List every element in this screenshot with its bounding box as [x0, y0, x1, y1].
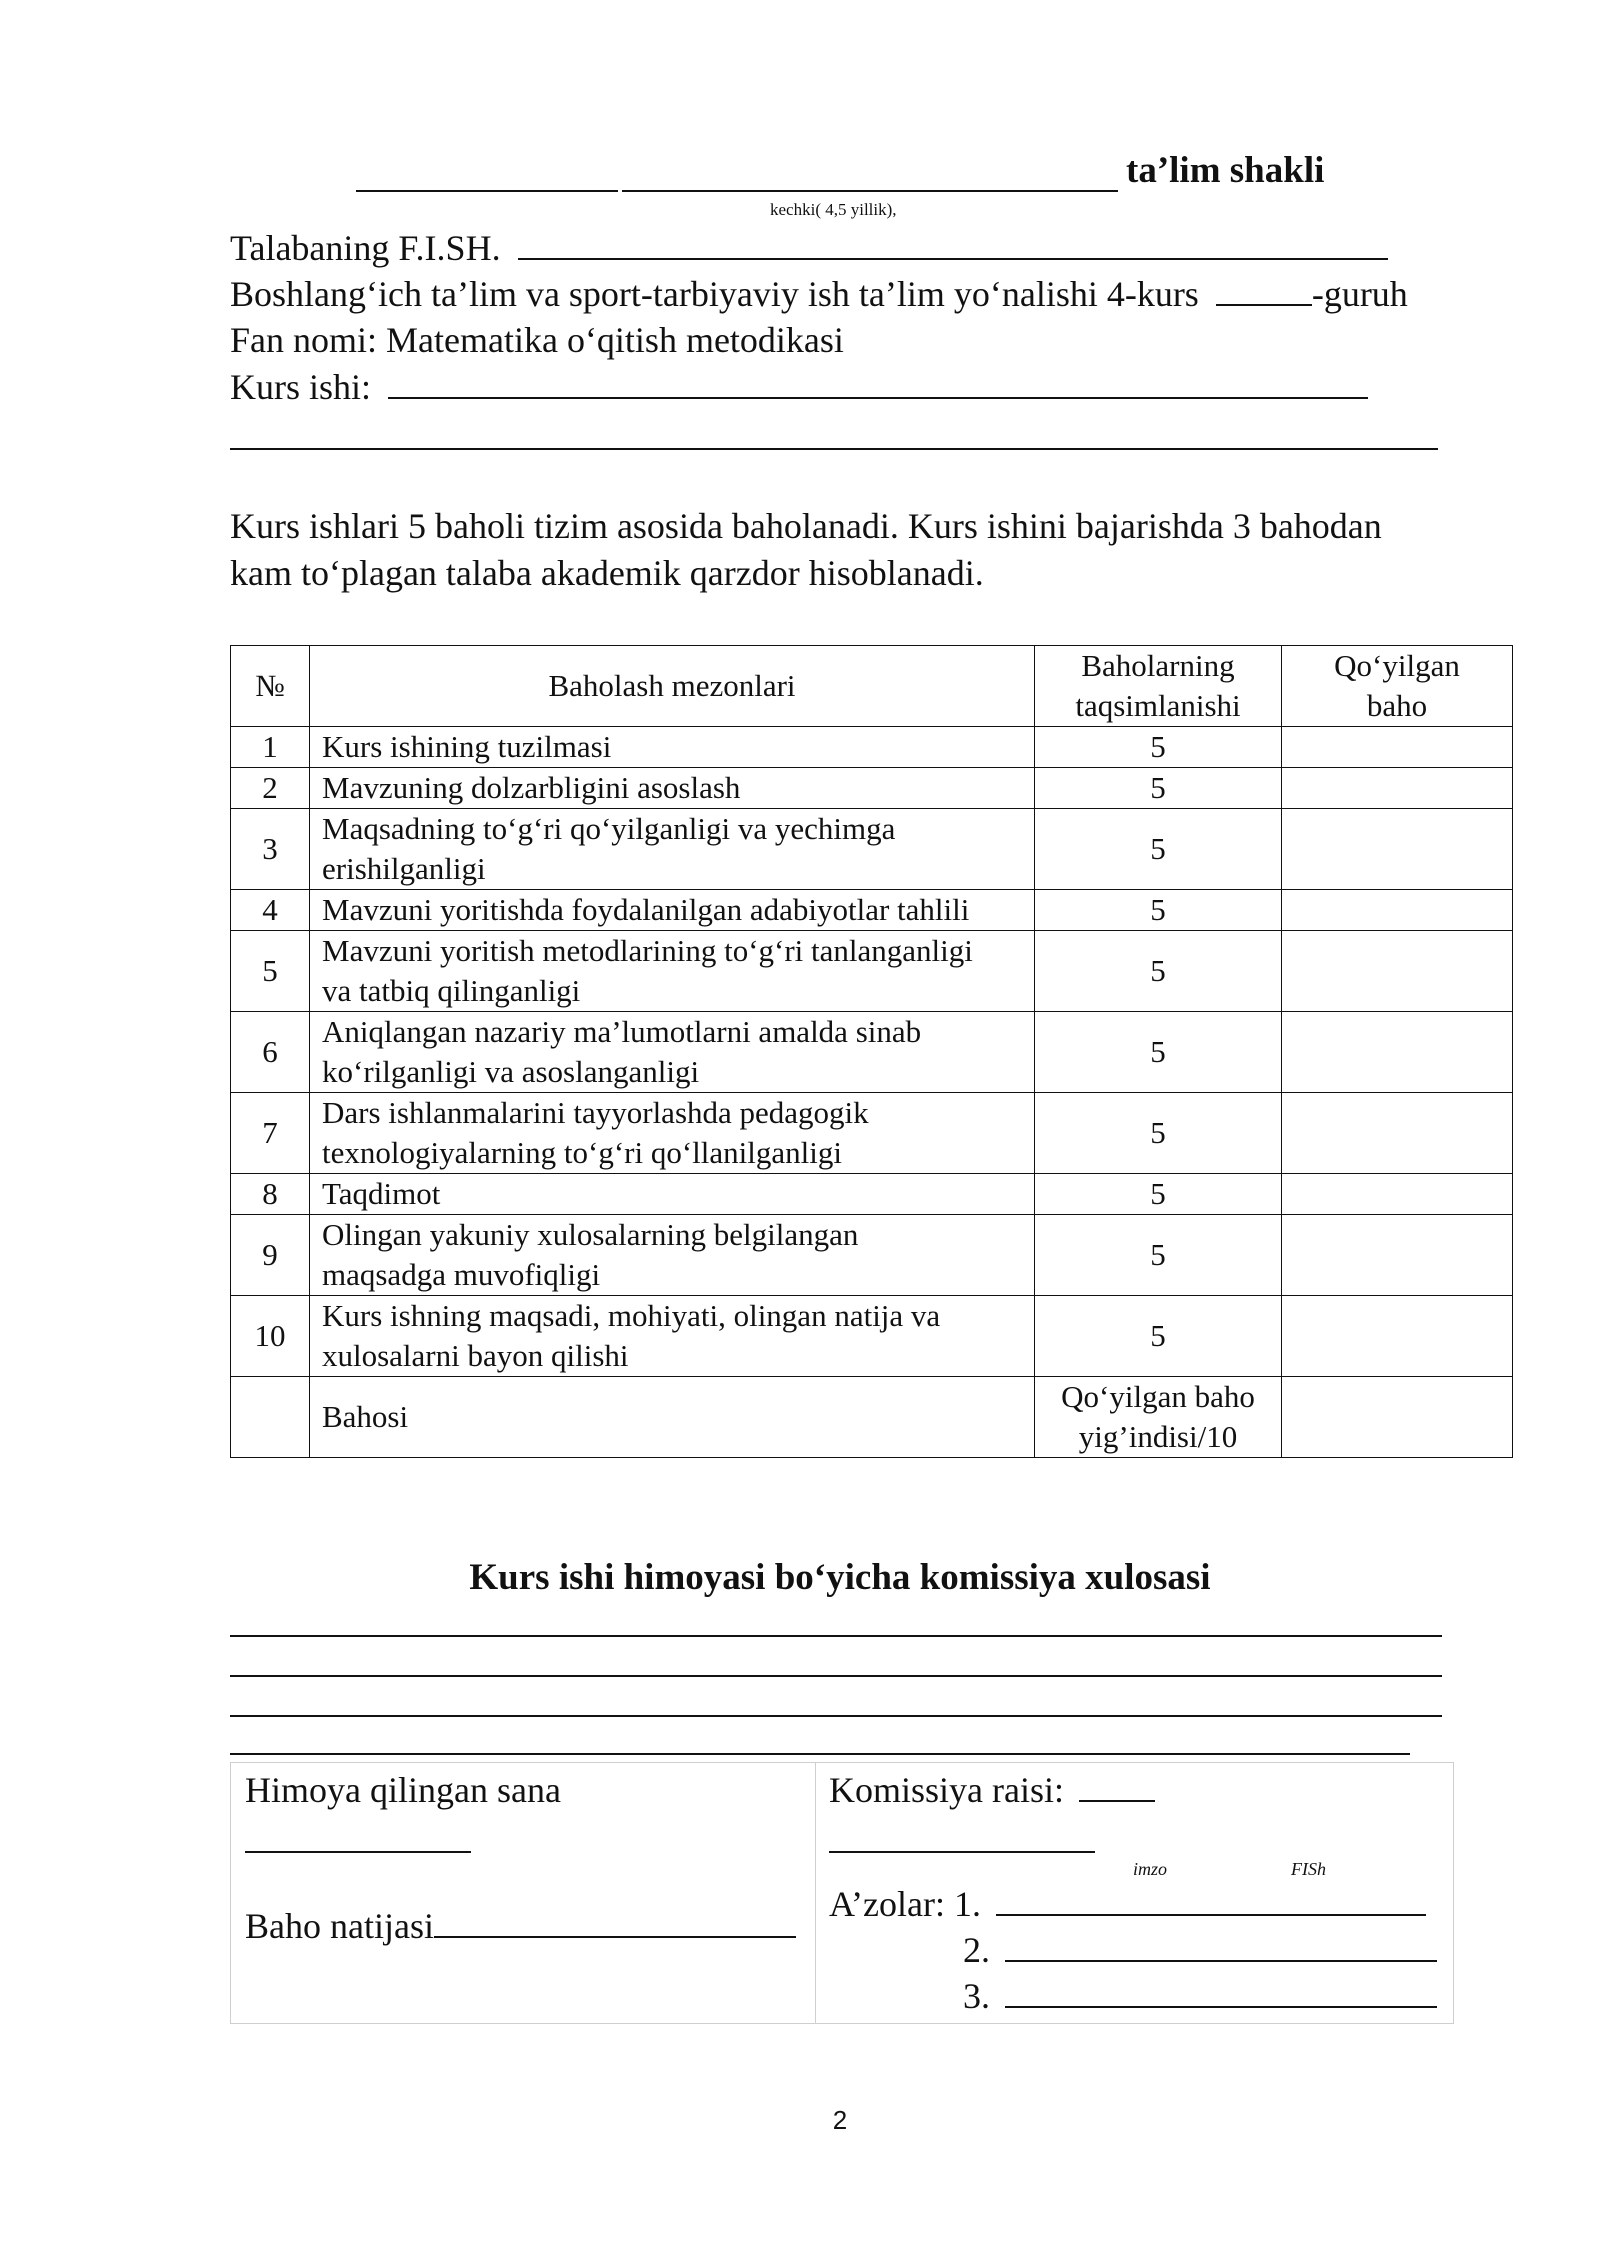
row-given-grade-cell[interactable]: [1282, 1174, 1513, 1215]
criterion-line: Mavzuni yoritishda foydalanilgan adabiyotlar tahlili: [322, 892, 970, 927]
row-given-grade-cell[interactable]: [1282, 1012, 1513, 1093]
header-subtitle: kechki( 4,5 yillik),: [770, 200, 897, 219]
members-row-3: [963, 1973, 1437, 2019]
row-criterion: [310, 1296, 1035, 1377]
row-criterion: [310, 768, 1035, 809]
member-3-field[interactable]: [1005, 2005, 1437, 2008]
row-number: 3: [231, 809, 310, 890]
row-score: 5: [1035, 1093, 1282, 1174]
student-name-field[interactable]: [518, 257, 1388, 260]
table-row: [231, 768, 1513, 809]
row-given-grade-cell[interactable]: [1282, 890, 1513, 931]
member-3-number: 3.: [963, 1976, 990, 2016]
row-score: 5: [1035, 809, 1282, 890]
total-number-cell: [231, 1377, 310, 1458]
members-row-2: [963, 1927, 1437, 1973]
info-line-2: kam to‘plagan talaba akademik qarzdor hisoblanadi.: [230, 553, 984, 593]
criterion-line: texnologiyalarning to‘g‘ri qo‘llanilganligi: [322, 1135, 842, 1170]
row-score: 5: [1035, 1215, 1282, 1296]
member-2-field[interactable]: [1005, 1959, 1437, 1962]
criterion-line: Mavzuni yoritish metodlarining to‘g‘ri tanlanganligi: [322, 933, 973, 968]
fish-caption: FISh: [1291, 1859, 1326, 1879]
defense-date-label: Himoya qilingan sana: [245, 1770, 561, 1810]
grade-result-field[interactable]: [434, 1935, 796, 1938]
row-number: 4: [231, 890, 310, 931]
course-work-field[interactable]: [388, 396, 1368, 399]
row-score: 5: [1035, 1174, 1282, 1215]
row-number: 10: [231, 1296, 310, 1377]
header-number: №: [231, 646, 310, 727]
defense-date-field[interactable]: [245, 1851, 471, 1853]
chairman-name-field[interactable]: [829, 1851, 1095, 1853]
course-work-row: [230, 364, 1368, 410]
total-formula: [1035, 1377, 1282, 1458]
row-criterion: [310, 727, 1035, 768]
header-blank-line-2[interactable]: [622, 190, 1118, 192]
header-criteria: Baholash mezonlari: [310, 646, 1035, 727]
member-2-number: 2.: [963, 1930, 990, 1970]
criterion-line: Dars ishlanmalarini tayyorlashda pedagogik: [322, 1095, 869, 1130]
criterion-line: Maqsadning to‘g‘ri qo‘yilganligi va yechimga: [322, 811, 896, 846]
grade-result-row: [245, 1903, 796, 1949]
commission-title: Kurs ishi himoyasi bo‘yicha komissiya xulosasi: [469, 1557, 1211, 1598]
criterion-line: Olingan yakuniy xulosalarning belgilangan: [322, 1217, 859, 1252]
criterion-line: va tatbiq qilinganligi: [322, 973, 581, 1008]
row-criterion: [310, 1012, 1035, 1093]
table-row: [231, 1215, 1513, 1296]
row-number: 5: [231, 931, 310, 1012]
row-given-grade-cell[interactable]: [1282, 727, 1513, 768]
row-score: 5: [1035, 727, 1282, 768]
members-label: A’zolar: 1.: [829, 1884, 981, 1924]
student-name-row: [230, 225, 1388, 271]
student-name-label: Talabaning F.I.SH.: [230, 228, 501, 268]
row-given-grade-cell[interactable]: [1282, 931, 1513, 1012]
row-criterion: [310, 1093, 1035, 1174]
row-given-grade-cell[interactable]: [1282, 768, 1513, 809]
commission-line-4[interactable]: [230, 1753, 1410, 1755]
header-distribution-line-1: Baholarning: [1081, 648, 1235, 683]
page-number: 2: [832, 2105, 848, 2135]
direction-label: Boshlang‘ich ta’lim va sport-tarbiyaviy ish ta’lim yo‘nalishi 4-kurs: [230, 274, 1199, 314]
criterion-line: Mavzuning dolzarbligini asoslash: [322, 770, 741, 805]
chairman-signature-field[interactable]: [1079, 1799, 1155, 1802]
total-label: Bahosi: [310, 1377, 1035, 1458]
total-formula-line-2: yig’indisi/10: [1078, 1419, 1238, 1454]
row-number: 9: [231, 1215, 310, 1296]
criterion-line: maqsadga muvofiqligi: [322, 1257, 601, 1292]
row-criterion: [310, 809, 1035, 890]
row-number: 6: [231, 1012, 310, 1093]
commission-line-2[interactable]: [230, 1675, 1442, 1677]
header-given-line-2: baho: [1366, 688, 1428, 723]
header-distribution-line-2: taqsimlanishi: [1075, 688, 1241, 723]
commission-line-3[interactable]: [230, 1715, 1442, 1717]
criterion-line: Kurs ishning maqsadi, mohiyati, olingan natija va: [322, 1298, 941, 1333]
row-number: 8: [231, 1174, 310, 1215]
row-criterion: [310, 890, 1035, 931]
row-score: 5: [1035, 1296, 1282, 1377]
row-criterion: [310, 1215, 1035, 1296]
row-given-grade-cell[interactable]: [1282, 1215, 1513, 1296]
chairman-row: [829, 1767, 1155, 1813]
form-header: [356, 148, 1356, 198]
criterion-line: xulosalarni bayon qilishi: [322, 1338, 629, 1373]
header-title: ta’lim shakli: [1126, 150, 1325, 191]
group-number-field[interactable]: [1216, 303, 1312, 306]
row-number: 2: [231, 768, 310, 809]
header-given-grade: [1282, 646, 1513, 727]
criterion-line: Aniqlangan nazariy ma’lumotlarni amalda sinab: [322, 1014, 922, 1049]
table-row: [231, 890, 1513, 931]
header-blank-line-1[interactable]: [356, 190, 618, 192]
row-score: 5: [1035, 768, 1282, 809]
criterion-line: Kurs ishining tuzilmasi: [322, 729, 612, 764]
row-given-grade-cell[interactable]: [1282, 809, 1513, 890]
member-1-field[interactable]: [996, 1913, 1426, 1916]
course-work-field-line-2[interactable]: [230, 448, 1438, 450]
row-given-grade-cell[interactable]: [1282, 1296, 1513, 1377]
table-total-row: [231, 1377, 1513, 1458]
table-row: [231, 1174, 1513, 1215]
evaluation-table: [230, 645, 1513, 1458]
criterion-line: Taqdimot: [322, 1176, 441, 1211]
table-row: [231, 1093, 1513, 1174]
row-score: 5: [1035, 1012, 1282, 1093]
commission-line-1[interactable]: [230, 1635, 1442, 1637]
row-criterion: [310, 931, 1035, 1012]
signature-box: [230, 1762, 1454, 2024]
row-score: 5: [1035, 890, 1282, 931]
row-number: 1: [231, 727, 310, 768]
row-given-grade-cell[interactable]: [1282, 1093, 1513, 1174]
table-row: [231, 727, 1513, 768]
info-line-1: Kurs ishlari 5 baholi tizim asosida baholanadi. Kurs ishini bajarishda 3 bahodan: [230, 506, 1382, 546]
row-number: 7: [231, 1093, 310, 1174]
group-suffix: -guruh: [1311, 274, 1408, 314]
total-formula-line-1: Qo‘yilgan baho: [1061, 1379, 1255, 1414]
signature-box-divider: [815, 1763, 816, 2023]
chairman-label: Komissiya raisi:: [829, 1770, 1064, 1810]
direction-row: [230, 271, 1408, 317]
table-row: [231, 809, 1513, 890]
grade-result-label: Baho natijasi: [245, 1906, 434, 1946]
course-work-label: Kurs ishi:: [230, 367, 372, 407]
criterion-line: ko‘rilganligi va asoslanganligi: [322, 1054, 700, 1089]
table-row: [231, 1296, 1513, 1377]
table-row: [231, 1012, 1513, 1093]
row-criterion: [310, 1174, 1035, 1215]
subject-label: Fan nomi: Matematika o‘qitish metodikasi: [230, 320, 844, 360]
table-row: [231, 931, 1513, 1012]
criterion-line: erishilganligi: [322, 851, 486, 886]
members-row-1: [829, 1881, 1426, 1927]
header-given-line-1: Qo‘yilgan: [1334, 648, 1460, 683]
row-score: 5: [1035, 931, 1282, 1012]
total-grade-cell[interactable]: [1282, 1377, 1513, 1458]
header-distribution: [1035, 646, 1282, 727]
table-header-row: [231, 646, 1513, 727]
imzo-caption: imzo: [1133, 1859, 1168, 1879]
